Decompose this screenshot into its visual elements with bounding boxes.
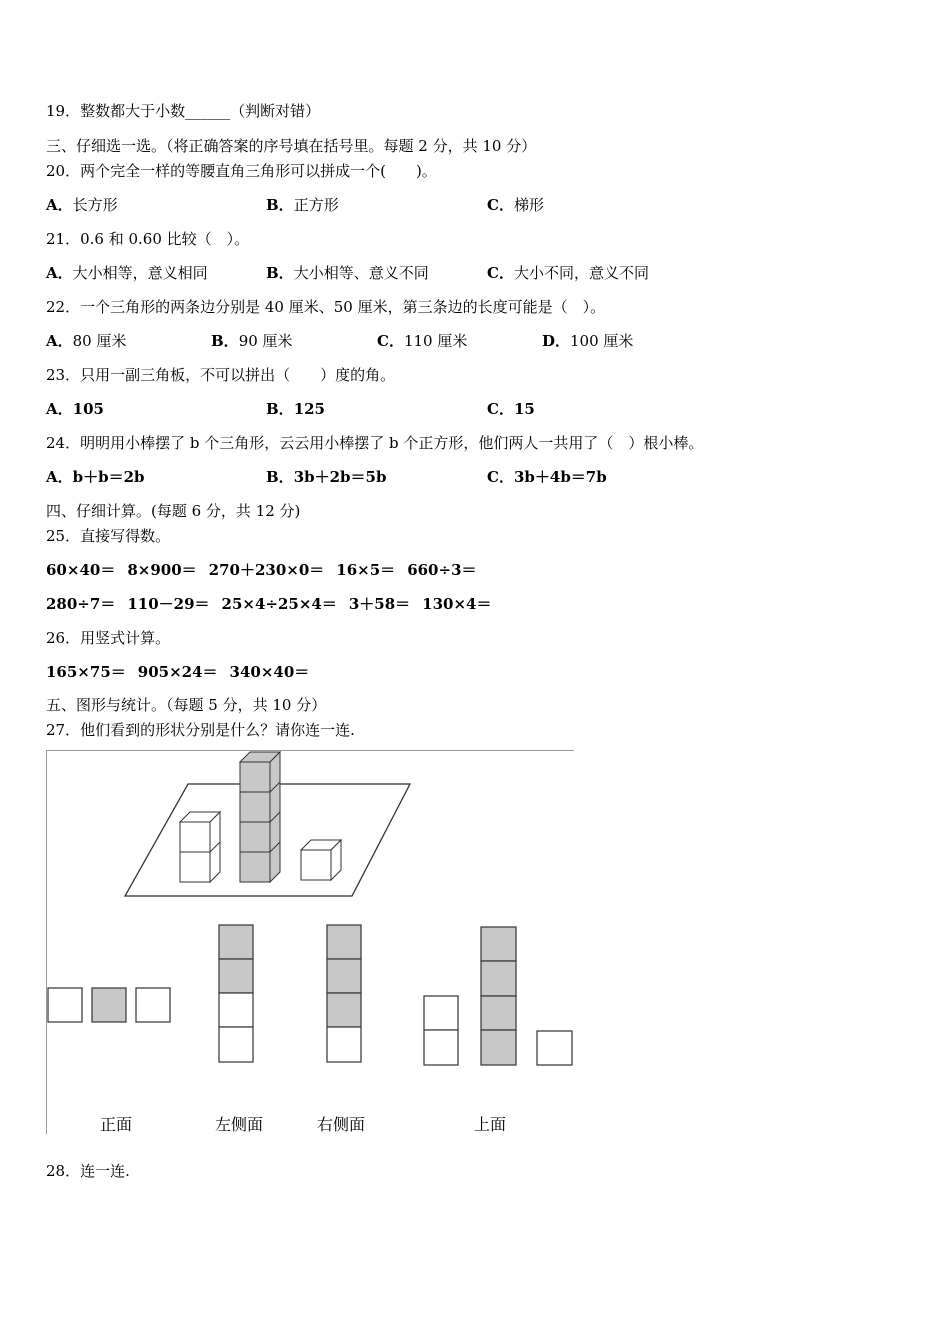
q25-row-2	[46, 594, 503, 614]
q20-option-b[interactable]: B．正方形	[266, 196, 339, 214]
view-right-side	[327, 925, 361, 1062]
view-top	[424, 927, 572, 1065]
calc-item: 16×5＝	[336, 561, 396, 579]
cube-views-figure	[46, 750, 574, 1134]
q20-option-a[interactable]: A．长方形	[46, 196, 118, 214]
q22-option-a[interactable]: A．80 厘米	[46, 332, 127, 350]
calc-item: 165×75＝	[46, 663, 126, 681]
calc-item: 660÷3＝	[407, 561, 477, 579]
q22-option-b[interactable]: B．90 厘米	[211, 332, 293, 350]
calc-item: 60×40＝	[46, 561, 116, 579]
question-27-stem: 27．他们看到的形状分别是什么？请你连一连.	[46, 721, 355, 739]
question-23-stem: 23．只用一副三角板，不可以拼出（ ）度的角。	[46, 366, 396, 384]
question-25-stem: 25．直接写得数。	[46, 527, 171, 545]
cube-stack-left	[180, 812, 220, 882]
label-top: 上面	[474, 1115, 507, 1134]
calc-item: 905×24＝	[137, 663, 218, 681]
q21-option-b[interactable]: B．大小相等、意义不同	[266, 264, 429, 282]
view-front	[48, 988, 170, 1022]
q22-option-c[interactable]: C．110 厘米	[377, 332, 468, 350]
calc-item: 130×4＝	[422, 595, 492, 613]
q24-option-c[interactable]: C．3b＋4b＝7b	[487, 468, 607, 486]
q24-option-b[interactable]: B．3b＋2b＝5b	[266, 468, 387, 486]
q20-option-c[interactable]: C．梯形	[487, 196, 544, 214]
q24-option-a[interactable]: A．b＋b＝2b	[46, 468, 145, 486]
question-22-stem: 22．一个三角形的两条边分别是 40 厘米、50 厘米，第三条边的长度可能是（ ）。	[46, 298, 606, 316]
q22-option-d[interactable]: D．100 厘米	[542, 332, 634, 350]
label-left-side: 左侧面	[215, 1115, 264, 1134]
q25-row-1	[46, 560, 489, 580]
question-24-stem: 24．明明用小棒摆了 b 个三角形，云云用小棒摆了 b 个正方形，他们两人一共用了（ ）根小棒。	[46, 434, 704, 452]
question-21-stem: 21．0.6 和 0.60 比较（ ）。	[46, 230, 250, 248]
question-20-stem: 20．两个完全一样的等腰直角三角形可以拼成一个( )。	[46, 162, 437, 180]
calc-item: 340×40＝	[229, 663, 310, 681]
label-right-side: 右侧面	[317, 1115, 366, 1134]
q26-row	[46, 662, 321, 682]
q23-option-c[interactable]: C．15	[487, 400, 535, 418]
question-19: 19．整数都大于小数______（判断对错）	[46, 102, 321, 120]
calc-item: 110－29＝	[127, 595, 210, 613]
label-front: 正面	[100, 1115, 133, 1134]
calc-item: 280÷7＝	[46, 595, 116, 613]
calc-item: 3＋58＝	[348, 595, 411, 613]
calc-item: 270＋230×0＝	[208, 561, 325, 579]
section-3-heading: 三、仔细选一选。（将正确答案的序号填在括号里。每题 2 分，共 10 分）	[46, 137, 537, 155]
view-left-side	[219, 925, 253, 1062]
section-4-heading: 四、仔细计算。(每题 6 分，共 12 分)	[46, 502, 301, 520]
question-28: 28．连一连.	[46, 1162, 130, 1180]
calc-item: 8×900＝	[127, 561, 197, 579]
q23-option-a[interactable]: A．105	[46, 400, 104, 418]
q21-option-c[interactable]: C．大小不同，意义不同	[487, 264, 649, 282]
q23-option-b[interactable]: B．125	[266, 400, 325, 418]
calc-item: 25×4÷25×4＝	[221, 595, 337, 613]
section-5-heading: 五、图形与统计。（每题 5 分，共 10 分）	[46, 696, 327, 714]
cube-single-right	[301, 840, 341, 880]
q21-option-a[interactable]: A．大小相等，意义相同	[46, 264, 208, 282]
cube-stack-middle	[240, 752, 280, 882]
question-26-stem: 26．用竖式计算。	[46, 629, 171, 647]
